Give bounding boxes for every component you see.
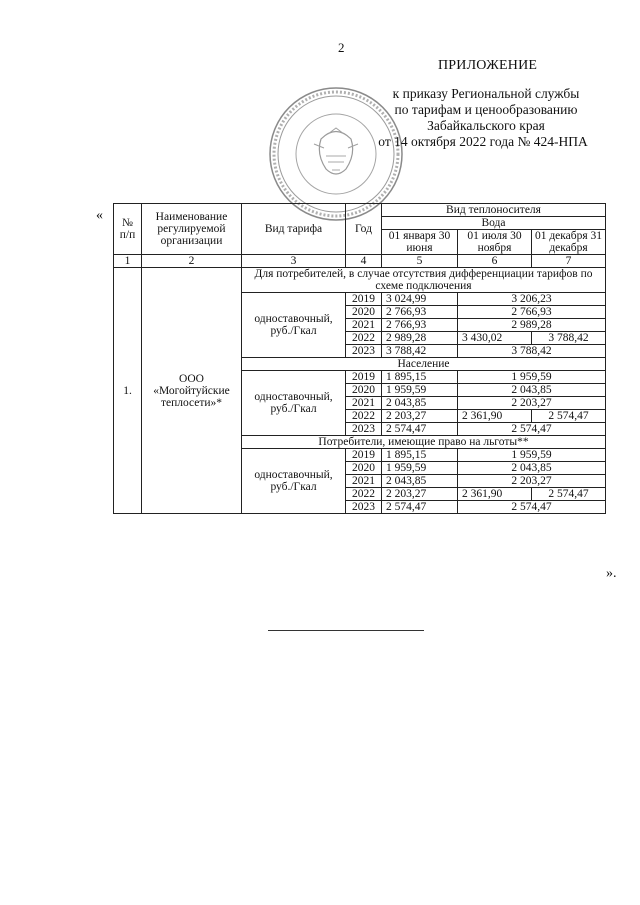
header-num: № п/п	[114, 204, 142, 255]
value-period-2-3: 2 574,47	[458, 501, 606, 514]
value-period-2: 2 361,90	[458, 410, 532, 423]
header-carrier: Вид теплоносителя	[382, 204, 606, 217]
year-cell: 2020	[346, 306, 382, 319]
value-period-2-3: 1 959,59	[458, 449, 606, 462]
row-number: 1.	[114, 268, 142, 514]
organization-name: ООО «Могойтуйские теплосети»*	[142, 268, 242, 514]
tariff-type: одноставочный, руб./Гкал	[242, 293, 346, 358]
value-period-2-3: 2 574,47	[458, 423, 606, 436]
closing-quote: ».	[606, 566, 617, 581]
header-period-2: 01 июля 30 ноября	[458, 230, 532, 255]
tariff-table	[113, 203, 606, 514]
tariff-type: одноставочный, руб./Гкал	[242, 449, 346, 514]
header-period-1: 01 января 30 июня	[382, 230, 458, 255]
colnum: 1	[114, 255, 142, 268]
year-cell: 2023	[346, 345, 382, 358]
value-period-2-3: 2 043,85	[458, 384, 606, 397]
section-title: Население	[242, 358, 606, 371]
year-cell: 2019	[346, 449, 382, 462]
value-period-1: 2 203,27	[382, 410, 458, 423]
value-period-2-3: 2 766,93	[458, 306, 606, 319]
year-cell: 2021	[346, 475, 382, 488]
year-cell: 2021	[346, 397, 382, 410]
year-cell: 2023	[346, 501, 382, 514]
value-period-2: 2 361,90	[458, 488, 532, 501]
value-period-2: 3 430,02	[458, 332, 532, 345]
colnum: 2	[142, 255, 242, 268]
year-cell: 2019	[346, 293, 382, 306]
value-period-1: 2 574,47	[382, 501, 458, 514]
column-numbers-row	[114, 255, 606, 268]
value-period-2-3: 2 989,28	[458, 319, 606, 332]
value-period-3: 2 574,47	[532, 410, 606, 423]
header-tariff: Вид тарифа	[242, 204, 346, 255]
value-period-2-3: 3 788,42	[458, 345, 606, 358]
value-period-2-3: 2 043,85	[458, 462, 606, 475]
value-period-1: 2 203,27	[382, 488, 458, 501]
value-period-2-3: 3 206,23	[458, 293, 606, 306]
value-period-2-3: 1 959,59	[458, 371, 606, 384]
bottom-divider	[268, 630, 424, 631]
colnum: 3	[242, 255, 346, 268]
colnum: 7	[532, 255, 606, 268]
appendix-title: ПРИЛОЖЕНИЕ	[438, 58, 538, 73]
section-title-row	[114, 268, 606, 293]
value-period-2-3: 2 203,27	[458, 397, 606, 410]
page-number: 2	[338, 40, 345, 55]
value-period-1: 1 959,59	[382, 462, 458, 475]
value-period-1: 1 895,15	[382, 371, 458, 384]
value-period-1: 2 043,85	[382, 475, 458, 488]
opening-quote: «	[96, 208, 103, 223]
section-title: Для потребителей, в случае отсутствия дифференциации тарифов по схеме подключения	[242, 268, 606, 293]
header-water: Вода	[382, 217, 606, 230]
section-title: Потребители, имеющие право на льготы**	[242, 436, 606, 449]
colnum: 5	[382, 255, 458, 268]
tariff-type: одноставочный, руб./Гкал	[242, 371, 346, 436]
value-period-1: 2 043,85	[382, 397, 458, 410]
header-org: Наименование регулируемой организации	[142, 204, 242, 255]
appendix-line-2: по тарифам и ценообразованию	[394, 102, 578, 117]
colnum: 6	[458, 255, 532, 268]
value-period-1: 2 766,93	[382, 306, 458, 319]
value-period-1: 1 959,59	[382, 384, 458, 397]
value-period-1: 2 989,28	[382, 332, 458, 345]
value-period-1: 3 788,42	[382, 345, 458, 358]
value-period-1: 1 895,15	[382, 449, 458, 462]
value-period-2-3: 2 203,27	[458, 475, 606, 488]
year-cell: 2022	[346, 332, 382, 345]
value-period-3: 2 574,47	[532, 488, 606, 501]
year-cell: 2021	[346, 319, 382, 332]
value-period-1: 2 766,93	[382, 319, 458, 332]
year-cell: 2019	[346, 371, 382, 384]
appendix-line-4: от 14 октября 2022 года № 424-НПА	[378, 134, 588, 149]
appendix-line-3: Забайкальского края	[427, 118, 545, 133]
year-cell: 2023	[346, 423, 382, 436]
header-period-3: 01 декабря 31 декабря	[532, 230, 606, 255]
year-cell: 2022	[346, 488, 382, 501]
year-cell: 2022	[346, 410, 382, 423]
value-period-1: 2 574,47	[382, 423, 458, 436]
value-period-1: 3 024,99	[382, 293, 458, 306]
header-year: Год	[346, 204, 382, 255]
year-cell: 2020	[346, 384, 382, 397]
value-period-3: 3 788,42	[532, 332, 606, 345]
appendix-line-1: к приказу Региональной службы	[392, 86, 580, 101]
year-cell: 2020	[346, 462, 382, 475]
colnum: 4	[346, 255, 382, 268]
